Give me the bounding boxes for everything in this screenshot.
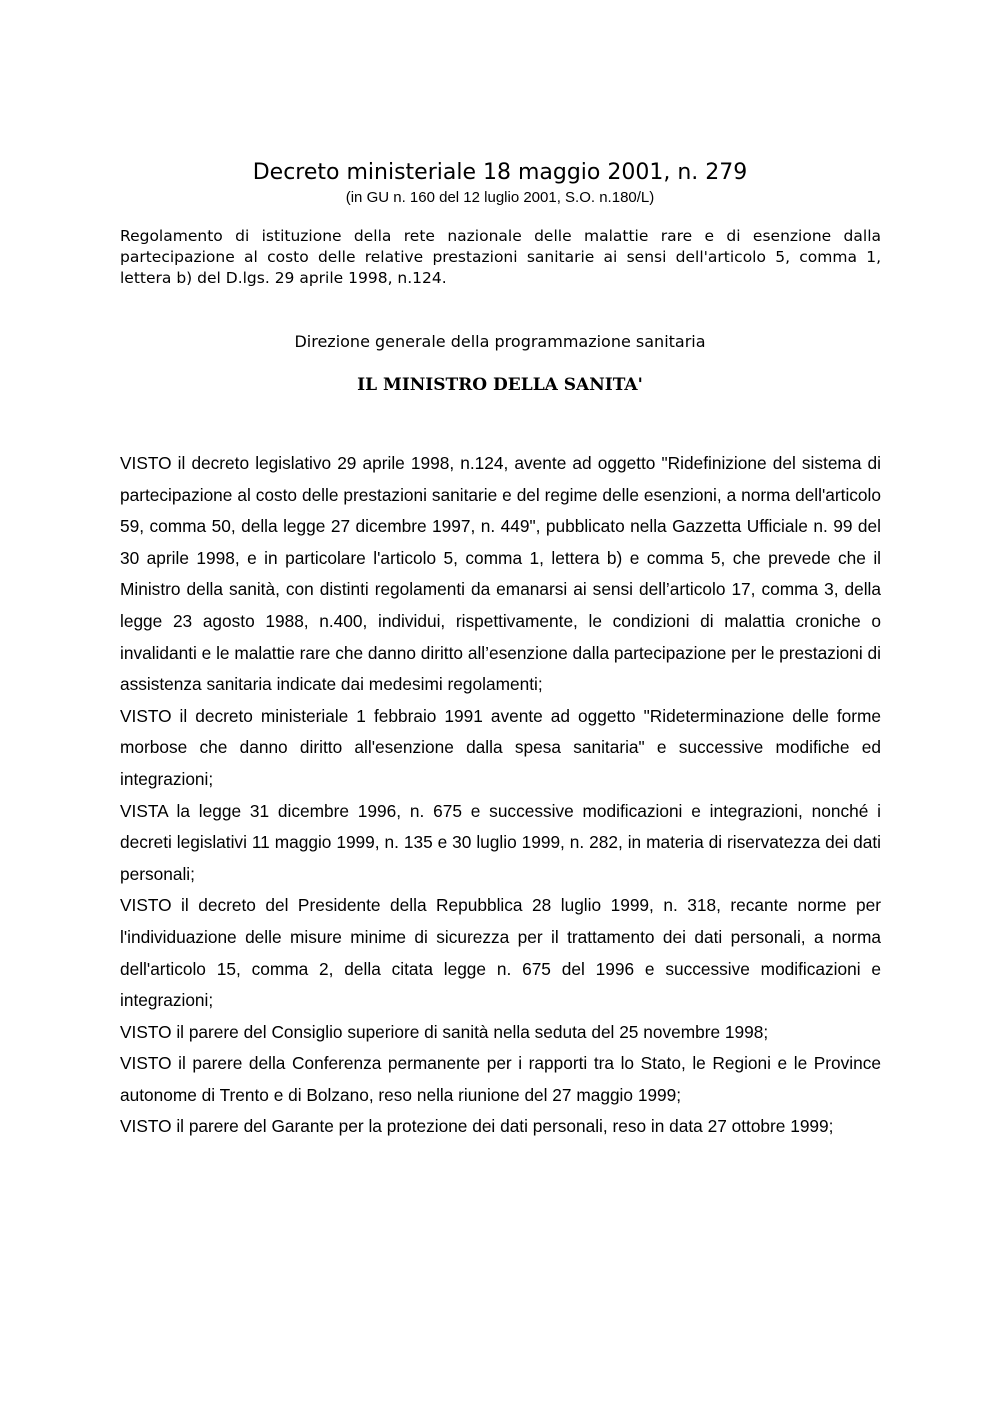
decree-title: Decreto ministeriale 18 maggio 2001, n. 279 (252, 160, 748, 185)
preamble-paragraph: VISTO il parere del Consiglio superiore di sanità nella seduta del 25 novembre 1998; (120, 1021, 769, 1042)
preamble-paragraph: VISTO il parere della Conferenza permanente per i rapporti tra lo Stato, le Regioni e le Province autonome di Trento e di Bolzano, reso nella riunione del 27 maggio 1999; (120, 1053, 881, 1105)
preamble-paragraph: VISTO il decreto legislativo 29 aprile 1998, n.124, avente ad oggetto "Ridefinizione del sistema di partecipazione al costo delle prestazioni sanitarie e del regime delle esenzioni, a norma dell'articolo 59, comma 50, della legge 27 dicembre 1997, n. 449", pubblicato nella Gazzetta Ufficiale n. 99 del 30 aprile 1998, e in particolare l'articolo 5, comma 1, lettera b) e comma 5, che prevede che il Ministro della sanità, con distinti regolamenti da emanarsi ai sensi dell’articolo 17, comma 3, della legge 23 agosto 1988, n.400, individui, rispettivamente, le condizioni di malattia croniche o invalidanti e le malattie rare che danno diritto all’esenzione dalla partecipazione per le prestazioni di assistenza sanitaria indicate dai medesimi regolamenti; (120, 453, 881, 695)
preamble-paragraph: VISTO il parere del Garante per la protezione dei dati personali, reso in data 27 ottobre 1999; (120, 1116, 834, 1137)
preamble-paragraph: VISTO il decreto ministeriale 1 febbraio 1991 avente ad oggetto "Rideterminazione delle forme morbose che danno diritto all'esenzione dalla spesa sanitaria" e successive modifiche ed integrazioni; (120, 705, 881, 789)
preamble-paragraph: VISTA la legge 31 dicembre 1996, n. 675 e successive modificazioni e integrazioni, nonché i decreti legislativi 11 maggio 1999, n. 135 e 30 luglio 1999, n. 282, in materia di riservatezza dei dati personali; (120, 800, 881, 884)
minister-heading: IL MINISTRO DELLA SANITA' (357, 375, 643, 395)
preamble (120, 448, 881, 1143)
preamble-paragraph: VISTO il decreto del Presidente della Repubblica 28 luglio 1999, n. 318, recante norme per l'individuazione delle misure minime di sicurezza per il trattamento dei dati personali, a norma dell'articolo 15, comma 2, della citata legge n. 675 del 1996 e successive modificazioni e integrazioni; (120, 895, 881, 1011)
regulation-summary: Regolamento di istituzione della rete nazionale delle malattie rare e di esenzione dalla partecipazione al costo delle relative prestazioni sanitarie ai sensi dell'articolo 5, comma 1, lettera b) del D.lgs. 29 aprile 1998, n.124. (120, 227, 881, 287)
gazette-reference: (in GU n. 160 del 12 luglio 2001, S.O. n.180/L) (345, 189, 655, 206)
issuing-directorate: Direzione generale della programmazione sanitaria (294, 332, 706, 351)
